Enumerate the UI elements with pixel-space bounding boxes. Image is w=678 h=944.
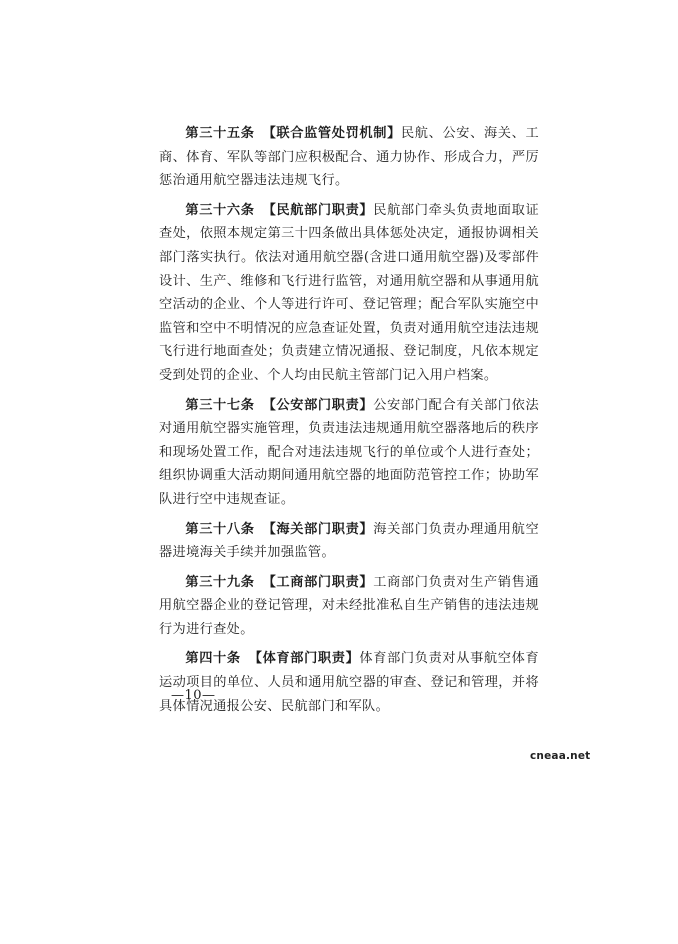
article-number: 第三十八条 <box>185 521 255 537</box>
article-text: 海关部门负责办理通用航空器进境海关手续并加强监管。 <box>159 521 539 561</box>
watermark: cneaa.net <box>530 750 591 762</box>
article-title: 【海关部门职责】 <box>262 521 374 537</box>
article-number: 第三十七条 <box>185 397 255 413</box>
article-text: 民航、公安、海关、工商、体育、军队等部门应积极配合、通力协作、形成合力，严厉惩治通用航空器违法违规飞行。 <box>159 126 540 189</box>
article-37 <box>159 394 539 512</box>
article-36 <box>159 199 539 388</box>
document-body <box>159 122 539 724</box>
article-38 <box>159 518 539 565</box>
article-35 <box>159 122 539 193</box>
article-text: 公安部门配合有关部门依法对通用航空器实施管理，负责违法违规通用航空器落地后的秩序和现场处置工作，配合对违法违规飞行的单位或个人进行查处；组织协调重大活动期间通用航空器的地面防范管控工作；协助军队进行空中违规查证。 <box>159 397 539 507</box>
article-title: 【工商部门职责】 <box>262 574 374 590</box>
article-number: 第三十九条 <box>185 574 255 590</box>
article-title: 【体育部门职责】 <box>248 651 360 667</box>
article-text: 体育部门负责对从事航空体育运动项目的单位、人员和通用航空器的审查、登记和管理，并将具体情况通报公安、民航部门和军队。 <box>159 651 539 714</box>
article-number: 第三十六条 <box>185 202 255 218</box>
article-40 <box>159 647 539 718</box>
article-title: 【民航部门职责】 <box>262 202 374 218</box>
article-title: 【联合监管处罚机制】 <box>262 126 401 141</box>
article-number: 第三十五条 <box>185 126 255 141</box>
article-text: 民航部门牵头负责地面取证查处，依照本规定第三十四条做出具体惩处决定，通报协调相关部门落实执行。依法对通用航空器(含进口通用航空器)及零部件设计、生产、维修和飞行进行监管，对通用航空器和从事通用航空活动的企业、个人等进行许可、登记管理；配合军队实施空中监管和空中不明情况的应急查证处置，负责对通用航空违法违规飞行进行地面查处；负责建立情况通报、登记制度，凡依本规定受到处罚的企业、个人均由民航主管部门记入用户档案。 <box>159 202 539 383</box>
article-text: 工商部门负责对生产销售通用航空器企业的登记管理，对未经批准私自生产销售的违法违规行为进行查处。 <box>159 574 539 637</box>
article-number: 第四十条 <box>185 651 241 667</box>
page-number: —10— <box>171 688 216 703</box>
article-title: 【公安部门职责】 <box>262 397 374 413</box>
article-39 <box>159 571 539 642</box>
